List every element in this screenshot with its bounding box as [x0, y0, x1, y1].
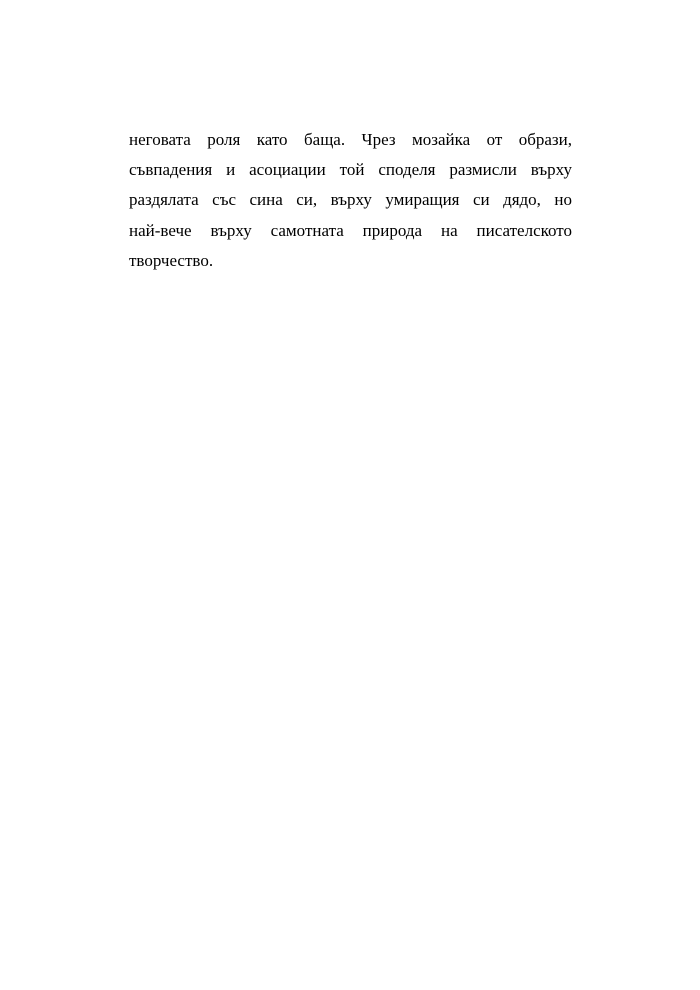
text-line-3: раздялата със сина си, върху умиращия си дядо, но — [129, 190, 572, 210]
text-line-4: най-вече върху самотната природа на писателското — [129, 220, 572, 240]
paragraph-text — [129, 125, 572, 276]
text-line-5: творчество. — [129, 250, 214, 270]
text-line-2: съвпадения и асоциации той споделя размисли върху — [129, 160, 572, 180]
text-line-1: неговата роля като баща. Чрез мозайка от образи, — [129, 130, 572, 149]
